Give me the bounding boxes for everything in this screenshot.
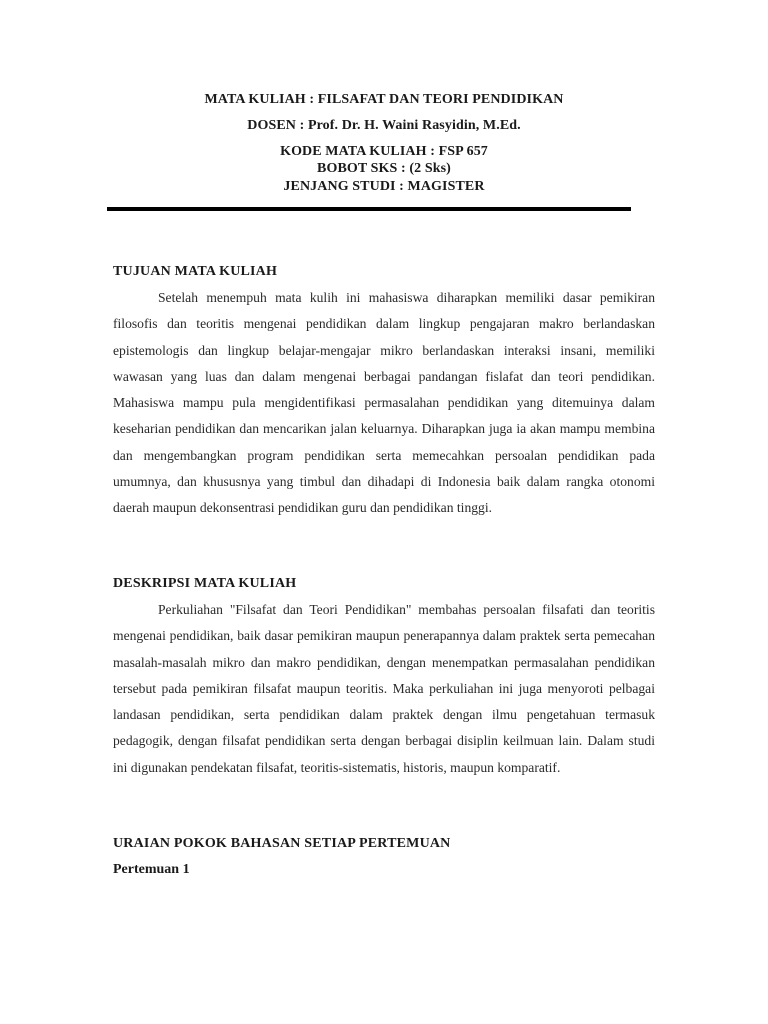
course-title: MATA KULIAH : FILSAFAT DAN TEORI PENDIDIKAN xyxy=(204,92,564,107)
description-heading: DESKRIPSI MATA KULIAH xyxy=(113,576,297,591)
header-divider xyxy=(107,207,631,211)
description-paragraph: Perkuliahan "Filsafat dan Teori Pendidikan" membahas persoalan filsafati dan teoritis mengenai pendidikan, baik dasar pemikiran maupun penerapannya dalam praktek serta pemecahan masalah-masalah mikro dan makro pendidikan, dengan menempatkan permasalahan pendidikan tersebut pada pemikiran filsafat maupun teoritis. Maka perkuliahan ini juga menyoroti pelbagai landasan pendidikan, serta pendidikan dalam praktek dengan ilmu pengetahuan termasuk pedagogik, dengan filsafat pendidikan serta dengan berbagai disiplin keilmuan lain. Dalam studi ini digunakan pendekatan filsafat, teoritis-sistematis, historis, maupun komparatif. xyxy=(113,602,655,775)
study-level-line: JENJANG STUDI : MAGISTER xyxy=(283,179,485,194)
outline-heading: URAIAN POKOK BAHASAN SETIAP PERTEMUAN xyxy=(113,836,451,851)
course-code-line: KODE MATA KULIAH : FSP 657 xyxy=(280,144,488,159)
credits-line: BOBOT SKS : (2 Sks) xyxy=(317,161,451,176)
objectives-paragraph: Setelah menempuh mata kulih ini mahasiswa diharapkan memiliki dasar pemikiran filosofis dan teoritis mengenai pendidikan dalam lingkup pengajaran makro berlandaskan epistemologis dan lingkup belajar-mengajar mikro berlandaskan interaksi insani, memiliki wawasan yang luas dan dalam mengenai berbagai pandangan fislafat dan teori pendidikan. Mahasiswa mampu pula mengidentifikasi permasalahan pendidikan yang ditemuinya dalam keseharian pendidikan dan mencarikan jalan keluarnya. Diharapkan juga ia akan mampu membina dan mengembangkan program pendidikan serta memecahkan persoalan pendidikan pada umumnya, dan khususnya yang timbul dan dihadapi di Indonesia baik dalam rangka otonomi daerah maupun dekonsentrasi pendidikan guru dan pendidikan tinggi. xyxy=(113,290,655,516)
objectives-heading: TUJUAN MATA KULIAH xyxy=(113,264,278,279)
meeting-heading: Pertemuan 1 xyxy=(113,862,190,877)
lecturer-line: DOSEN : Prof. Dr. H. Waini Rasyidin, M.Ed. xyxy=(247,118,521,133)
